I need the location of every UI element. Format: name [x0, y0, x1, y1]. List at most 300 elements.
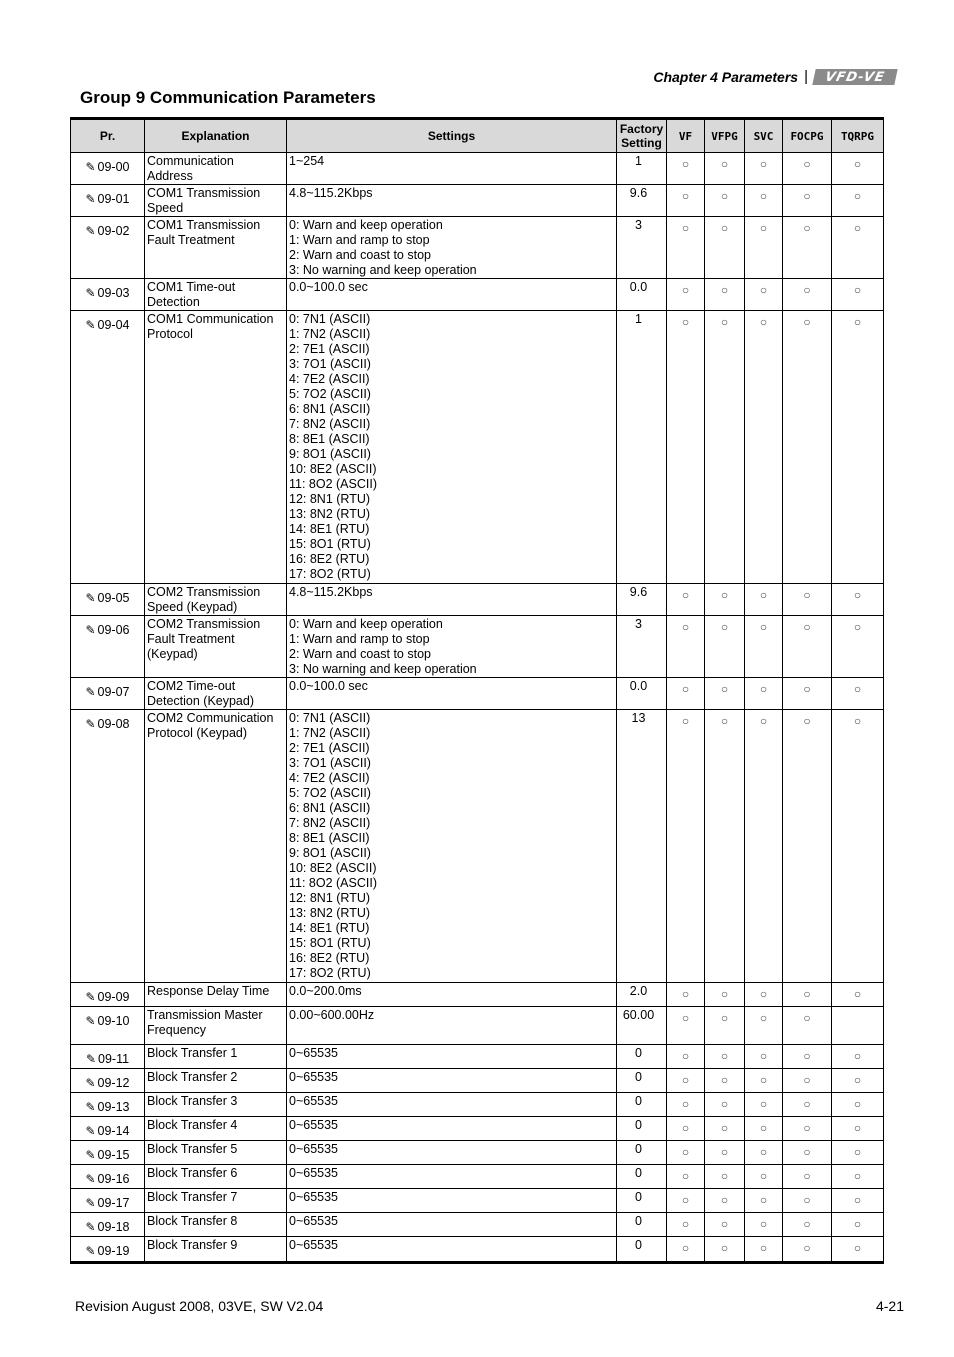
circle-icon: ○ — [720, 315, 729, 329]
circle-icon: ○ — [759, 1241, 768, 1255]
factory-setting-cell: 9.6 — [617, 584, 667, 616]
circle-icon: ○ — [681, 1169, 690, 1183]
mode-cell-tqrpg — [832, 279, 884, 311]
circle-icon: ○ — [720, 1011, 729, 1025]
settings-cell — [287, 1069, 617, 1093]
settings-line: 0: Warn and keep operation — [289, 218, 443, 232]
settings-line: 14: 8E1 (RTU) — [289, 921, 370, 935]
circle-icon: ○ — [681, 682, 690, 696]
circle-icon: ○ — [853, 1169, 862, 1183]
circle-icon: ○ — [759, 189, 768, 203]
explanation-line: Fault Treatment — [147, 233, 235, 247]
circle-icon: ○ — [759, 620, 768, 634]
table-row — [71, 1165, 884, 1189]
factory-setting-cell: 0 — [617, 1189, 667, 1213]
settings-line: 4.8~115.2Kbps — [289, 585, 373, 599]
circle-icon: ○ — [803, 987, 811, 1001]
param-id: 09-17 — [97, 1196, 130, 1210]
settings-line: 10: 8E2 (ASCII) — [289, 861, 377, 875]
explanation-line: Detection — [147, 295, 200, 309]
explanation-cell — [145, 1045, 287, 1069]
explanation-cell — [145, 311, 287, 584]
circle-icon: ○ — [759, 714, 768, 728]
settings-line: 0~65535 — [289, 1238, 339, 1252]
mode-cell-tqrpg — [832, 710, 884, 983]
table-row — [71, 279, 884, 311]
explanation-line: Transmission Master — [147, 1008, 263, 1022]
settings-cell — [287, 1093, 617, 1117]
factory-setting-cell: 0.0 — [617, 279, 667, 311]
circle-icon: ○ — [720, 157, 729, 171]
settings-cell — [287, 616, 617, 678]
explanation-cell — [145, 1165, 287, 1189]
mode-cell-vf — [667, 1007, 705, 1045]
mode-cell-tqrpg — [832, 678, 884, 710]
circle-icon: ○ — [681, 1073, 690, 1087]
param-id-cell — [71, 153, 145, 185]
factory-setting-cell: 0 — [617, 1045, 667, 1069]
mode-cell-vfpg — [705, 584, 745, 616]
pen-icon: ✎ — [85, 224, 96, 238]
pen-icon: ✎ — [85, 1172, 96, 1186]
mode-cell-svc — [745, 311, 783, 584]
param-id-cell — [71, 185, 145, 217]
mode-cell-vfpg — [705, 1007, 745, 1045]
settings-line: 1: Warn and ramp to stop — [289, 632, 430, 646]
mode-cell-vf — [667, 1189, 705, 1213]
pen-icon: ✎ — [85, 990, 96, 1004]
settings-line: 8: 8E1 (ASCII) — [289, 831, 370, 845]
mode-cell-svc — [745, 710, 783, 983]
factory-setting-cell: 9.6 — [617, 185, 667, 217]
mode-cell-tqrpg — [832, 1189, 884, 1213]
mode-cell-svc — [745, 983, 783, 1007]
settings-line: 0.00~600.00Hz — [289, 1008, 375, 1022]
mode-cell-svc — [745, 1141, 783, 1165]
mode-cell-vfpg — [705, 1237, 745, 1263]
circle-icon: ○ — [803, 1121, 811, 1135]
explanation-cell — [145, 983, 287, 1007]
mode-cell-focpg — [783, 1237, 832, 1263]
explanation-cell — [145, 1117, 287, 1141]
mode-cell-tqrpg — [832, 1093, 884, 1117]
mode-cell-svc — [745, 279, 783, 311]
factory-setting-cell: 0 — [617, 1213, 667, 1237]
explanation-line: Address — [147, 169, 193, 183]
mode-cell-vf — [667, 217, 705, 279]
mode-cell-focpg — [783, 217, 832, 279]
mode-cell-focpg — [783, 1093, 832, 1117]
explanation-cell — [145, 153, 287, 185]
settings-line: 5: 7O2 (ASCII) — [289, 387, 371, 401]
param-id-cell — [71, 1189, 145, 1213]
param-id: 09-16 — [97, 1172, 130, 1186]
mode-cell-vfpg — [705, 1141, 745, 1165]
header-separator: | — [804, 68, 808, 85]
param-id: 09-04 — [97, 318, 130, 332]
circle-icon: ○ — [803, 1097, 811, 1111]
pen-icon: ✎ — [85, 1052, 96, 1066]
mode-cell-vfpg — [705, 217, 745, 279]
mode-cell-vf — [667, 153, 705, 185]
circle-icon: ○ — [759, 987, 768, 1001]
factory-setting-cell: 0 — [617, 1141, 667, 1165]
circle-icon: ○ — [720, 1241, 729, 1255]
explanation-line: Communication — [147, 154, 234, 168]
circle-icon: ○ — [759, 1193, 768, 1207]
circle-icon: ○ — [853, 315, 862, 329]
param-id: 09-07 — [97, 685, 130, 699]
param-id: 09-01 — [97, 192, 130, 206]
param-id-cell — [71, 1141, 145, 1165]
param-id-cell — [71, 1165, 145, 1189]
settings-line: 0~65535 — [289, 1046, 339, 1060]
mode-cell-focpg — [783, 1045, 832, 1069]
settings-line: 0~65535 — [289, 1118, 339, 1132]
settings-line: 0.0~200.0ms — [289, 984, 362, 998]
mode-cell-vf — [667, 616, 705, 678]
settings-line: 3: No warning and keep operation — [289, 263, 477, 277]
table-row — [71, 1117, 884, 1141]
mode-cell-vf — [667, 1237, 705, 1263]
mode-cell-vfpg — [705, 710, 745, 983]
mode-cell-vfpg — [705, 311, 745, 584]
settings-cell — [287, 1213, 617, 1237]
pen-icon: ✎ — [85, 1148, 96, 1162]
explanation-line: COM1 Communication — [147, 312, 274, 326]
mode-cell-focpg — [783, 1069, 832, 1093]
settings-cell — [287, 983, 617, 1007]
mode-cell-vfpg — [705, 616, 745, 678]
circle-icon: ○ — [803, 1241, 811, 1255]
param-id-cell — [71, 1213, 145, 1237]
param-id-cell — [71, 616, 145, 678]
circle-icon: ○ — [803, 620, 811, 634]
circle-icon: ○ — [720, 987, 729, 1001]
param-id: 09-12 — [97, 1076, 130, 1090]
factory-setting-cell: 2.0 — [617, 983, 667, 1007]
circle-icon: ○ — [759, 1011, 768, 1025]
mode-cell-focpg — [783, 710, 832, 983]
settings-line: 5: 7O2 (ASCII) — [289, 786, 371, 800]
circle-icon: ○ — [720, 588, 729, 602]
pen-icon: ✎ — [85, 1100, 96, 1114]
circle-icon: ○ — [803, 1049, 811, 1063]
circle-icon: ○ — [803, 1073, 811, 1087]
settings-line: 11: 8O2 (ASCII) — [289, 477, 377, 491]
explanation-line: COM1 Transmission — [147, 218, 261, 232]
mode-cell-svc — [745, 1117, 783, 1141]
pen-icon: ✎ — [85, 1124, 96, 1138]
pen-icon: ✎ — [85, 286, 96, 300]
mode-cell-vf — [667, 1165, 705, 1189]
circle-icon: ○ — [681, 221, 690, 235]
settings-line: 10: 8E2 (ASCII) — [289, 462, 377, 476]
mode-cell-svc — [745, 217, 783, 279]
mode-cell-svc — [745, 616, 783, 678]
settings-line: 12: 8N1 (RTU) — [289, 891, 371, 905]
factory-setting-cell: 0.0 — [617, 678, 667, 710]
table-row — [71, 185, 884, 217]
mode-cell-focpg — [783, 1165, 832, 1189]
mode-cell-tqrpg — [832, 616, 884, 678]
table-row — [71, 1141, 884, 1165]
col-header-focpg: FOCPG — [783, 119, 832, 153]
mode-cell-vf — [667, 1213, 705, 1237]
table-row — [71, 1213, 884, 1237]
param-id-cell — [71, 1093, 145, 1117]
pen-icon: ✎ — [85, 192, 96, 206]
circle-icon: ○ — [853, 221, 862, 235]
factory-setting-cell: 3 — [617, 217, 667, 279]
mode-cell-vf — [667, 311, 705, 584]
circle-icon: ○ — [853, 1217, 862, 1231]
pen-icon: ✎ — [85, 685, 96, 699]
mode-cell-focpg — [783, 1213, 832, 1237]
circle-icon: ○ — [803, 283, 811, 297]
explanation-line: Block Transfer 4 — [147, 1118, 238, 1132]
mode-cell-vfpg — [705, 1093, 745, 1117]
explanation-line: Block Transfer 8 — [147, 1214, 238, 1228]
param-id: 09-11 — [98, 1052, 130, 1066]
explanation-cell — [145, 185, 287, 217]
explanation-line: COM2 Time-out — [147, 679, 236, 693]
settings-line: 12: 8N1 (RTU) — [289, 492, 371, 506]
mode-cell-svc — [745, 1069, 783, 1093]
mode-cell-vf — [667, 1141, 705, 1165]
circle-icon: ○ — [720, 1121, 729, 1135]
param-id: 09-19 — [97, 1244, 130, 1258]
chapter-label: Chapter 4 Parameters — [653, 68, 799, 85]
settings-line: 2: Warn and coast to stop — [289, 647, 431, 661]
circle-icon: ○ — [803, 1145, 811, 1159]
mode-cell-vf — [667, 1117, 705, 1141]
settings-cell — [287, 678, 617, 710]
settings-line: 0: 7N1 (ASCII) — [289, 312, 371, 326]
table-row — [71, 983, 884, 1007]
settings-line: 1: 7N2 (ASCII) — [289, 726, 371, 740]
param-id-cell — [71, 710, 145, 983]
mode-cell-focpg — [783, 279, 832, 311]
circle-icon: ○ — [853, 987, 862, 1001]
settings-cell — [287, 1141, 617, 1165]
factory-line1: Factory — [619, 122, 664, 136]
param-id-cell — [71, 1237, 145, 1263]
circle-icon: ○ — [853, 620, 862, 634]
circle-icon: ○ — [853, 1193, 862, 1207]
mode-cell-svc — [745, 1237, 783, 1263]
circle-icon: ○ — [720, 1169, 729, 1183]
circle-icon: ○ — [681, 1241, 690, 1255]
mode-cell-vfpg — [705, 983, 745, 1007]
mode-cell-vfpg — [705, 1069, 745, 1093]
mode-cell-svc — [745, 185, 783, 217]
param-id-cell — [71, 311, 145, 584]
explanation-line: Fault Treatment — [147, 632, 235, 646]
pen-icon: ✎ — [85, 1076, 96, 1090]
mode-cell-tqrpg — [832, 1237, 884, 1263]
pen-icon: ✎ — [85, 1014, 96, 1028]
mode-cell-focpg — [783, 1007, 832, 1045]
mode-cell-tqrpg — [832, 1141, 884, 1165]
settings-line: 11: 8O2 (ASCII) — [289, 876, 377, 890]
circle-icon: ○ — [759, 221, 768, 235]
col-header-pr: Pr. — [71, 119, 145, 153]
mode-cell-vfpg — [705, 1117, 745, 1141]
product-logo: VFD-VE — [812, 69, 897, 85]
explanation-cell — [145, 1141, 287, 1165]
circle-icon: ○ — [681, 1049, 690, 1063]
table-row — [71, 616, 884, 678]
explanation-cell — [145, 1189, 287, 1213]
circle-icon: ○ — [853, 1049, 862, 1063]
param-id-cell — [71, 678, 145, 710]
circle-icon: ○ — [853, 682, 862, 696]
settings-line: 16: 8E2 (RTU) — [289, 552, 370, 566]
settings-line: 0: 7N1 (ASCII) — [289, 711, 371, 725]
settings-line: 2: Warn and coast to stop — [289, 248, 431, 262]
settings-cell — [287, 279, 617, 311]
mode-cell-focpg — [783, 1189, 832, 1213]
param-id-cell — [71, 1069, 145, 1093]
settings-cell — [287, 1237, 617, 1263]
mode-cell-vfpg — [705, 1165, 745, 1189]
table-row — [71, 584, 884, 616]
mode-cell-vf — [667, 584, 705, 616]
param-id: 09-00 — [97, 160, 130, 174]
mode-cell-tqrpg — [832, 1165, 884, 1189]
circle-icon: ○ — [853, 1121, 862, 1135]
circle-icon: ○ — [803, 157, 811, 171]
explanation-line: Protocol — [147, 327, 193, 341]
mode-cell-tqrpg — [832, 185, 884, 217]
settings-cell — [287, 153, 617, 185]
circle-icon: ○ — [803, 315, 811, 329]
explanation-line: Block Transfer 5 — [147, 1142, 238, 1156]
param-id-cell — [71, 217, 145, 279]
circle-icon: ○ — [853, 157, 862, 171]
circle-icon: ○ — [853, 1097, 862, 1111]
settings-cell — [287, 217, 617, 279]
mode-cell-vfpg — [705, 279, 745, 311]
settings-line: 16: 8E2 (RTU) — [289, 951, 370, 965]
mode-cell-vfpg — [705, 153, 745, 185]
explanation-line: COM1 Time-out — [147, 280, 236, 294]
circle-icon: ○ — [759, 1073, 768, 1087]
circle-icon: ○ — [681, 1193, 690, 1207]
settings-cell — [287, 1117, 617, 1141]
explanation-line: Response Delay Time — [147, 984, 270, 998]
explanation-cell — [145, 678, 287, 710]
circle-icon: ○ — [681, 1145, 690, 1159]
mode-cell-vf — [667, 710, 705, 983]
explanation-line: Speed (Keypad) — [147, 600, 238, 614]
mode-cell-focpg — [783, 616, 832, 678]
table-row — [71, 1045, 884, 1069]
factory-setting-cell: 3 — [617, 616, 667, 678]
settings-line: 6: 8N1 (ASCII) — [289, 402, 371, 416]
settings-line: 0.0~100.0 sec — [289, 679, 368, 693]
settings-line: 1: Warn and ramp to stop — [289, 233, 430, 247]
table-header-row — [71, 119, 884, 153]
param-id-cell — [71, 279, 145, 311]
settings-cell — [287, 1007, 617, 1045]
circle-icon: ○ — [681, 157, 690, 171]
param-id-cell — [71, 1045, 145, 1069]
circle-icon: ○ — [759, 1217, 768, 1231]
pen-icon: ✎ — [85, 1244, 96, 1258]
col-header-settings: Settings — [287, 119, 617, 153]
settings-line: 9: 8O1 (ASCII) — [289, 447, 371, 461]
settings-line: 15: 8O1 (RTU) — [289, 936, 371, 950]
mode-cell-tqrpg — [832, 983, 884, 1007]
explanation-line: Detection (Keypad) — [147, 694, 255, 708]
explanation-line: Block Transfer 7 — [147, 1190, 238, 1204]
table-row — [71, 153, 884, 185]
pen-icon: ✎ — [85, 591, 96, 605]
circle-icon: ○ — [853, 1241, 862, 1255]
table-row — [71, 710, 884, 983]
mode-cell-vfpg — [705, 1213, 745, 1237]
pen-icon: ✎ — [85, 623, 96, 637]
settings-line: 17: 8O2 (RTU) — [289, 567, 371, 581]
explanation-line: COM2 Transmission — [147, 585, 261, 599]
param-id-cell — [71, 584, 145, 616]
circle-icon: ○ — [803, 1193, 811, 1207]
circle-icon: ○ — [720, 714, 729, 728]
mode-cell-tqrpg — [832, 1045, 884, 1069]
circle-icon: ○ — [681, 1011, 690, 1025]
circle-icon: ○ — [803, 221, 811, 235]
circle-icon: ○ — [803, 1011, 811, 1025]
mode-cell-tqrpg — [832, 1213, 884, 1237]
factory-setting-cell: 0 — [617, 1117, 667, 1141]
factory-setting-cell: 0 — [617, 1237, 667, 1263]
mode-cell-tqrpg — [832, 153, 884, 185]
settings-cell — [287, 1045, 617, 1069]
settings-line: 7: 8N2 (ASCII) — [289, 417, 371, 431]
circle-icon: ○ — [853, 1145, 862, 1159]
circle-icon: ○ — [681, 714, 690, 728]
settings-line: 15: 8O1 (RTU) — [289, 537, 371, 551]
mode-cell-tqrpg — [832, 1007, 884, 1045]
circle-icon: ○ — [803, 682, 811, 696]
circle-icon: ○ — [681, 620, 690, 634]
mode-cell-svc — [745, 1213, 783, 1237]
settings-line: 1: 7N2 (ASCII) — [289, 327, 371, 341]
explanation-cell — [145, 616, 287, 678]
settings-line: 14: 8E1 (RTU) — [289, 522, 370, 536]
circle-icon: ○ — [720, 1097, 729, 1111]
explanation-line: COM2 Communication — [147, 711, 274, 725]
mode-cell-focpg — [783, 185, 832, 217]
settings-line: 0~65535 — [289, 1190, 339, 1204]
explanation-cell — [145, 1069, 287, 1093]
col-header-vf: VF — [667, 119, 705, 153]
circle-icon: ○ — [853, 714, 862, 728]
settings-line: 0~65535 — [289, 1166, 339, 1180]
circle-icon: ○ — [681, 1121, 690, 1135]
explanation-line: Speed — [147, 201, 184, 215]
circle-icon: ○ — [803, 588, 811, 602]
settings-line: 17: 8O2 (RTU) — [289, 966, 371, 980]
circle-icon: ○ — [681, 189, 690, 203]
settings-line: 3: 7O1 (ASCII) — [289, 357, 371, 371]
table-row — [71, 1093, 884, 1117]
mode-cell-vfpg — [705, 1045, 745, 1069]
settings-cell — [287, 185, 617, 217]
circle-icon: ○ — [720, 1217, 729, 1231]
